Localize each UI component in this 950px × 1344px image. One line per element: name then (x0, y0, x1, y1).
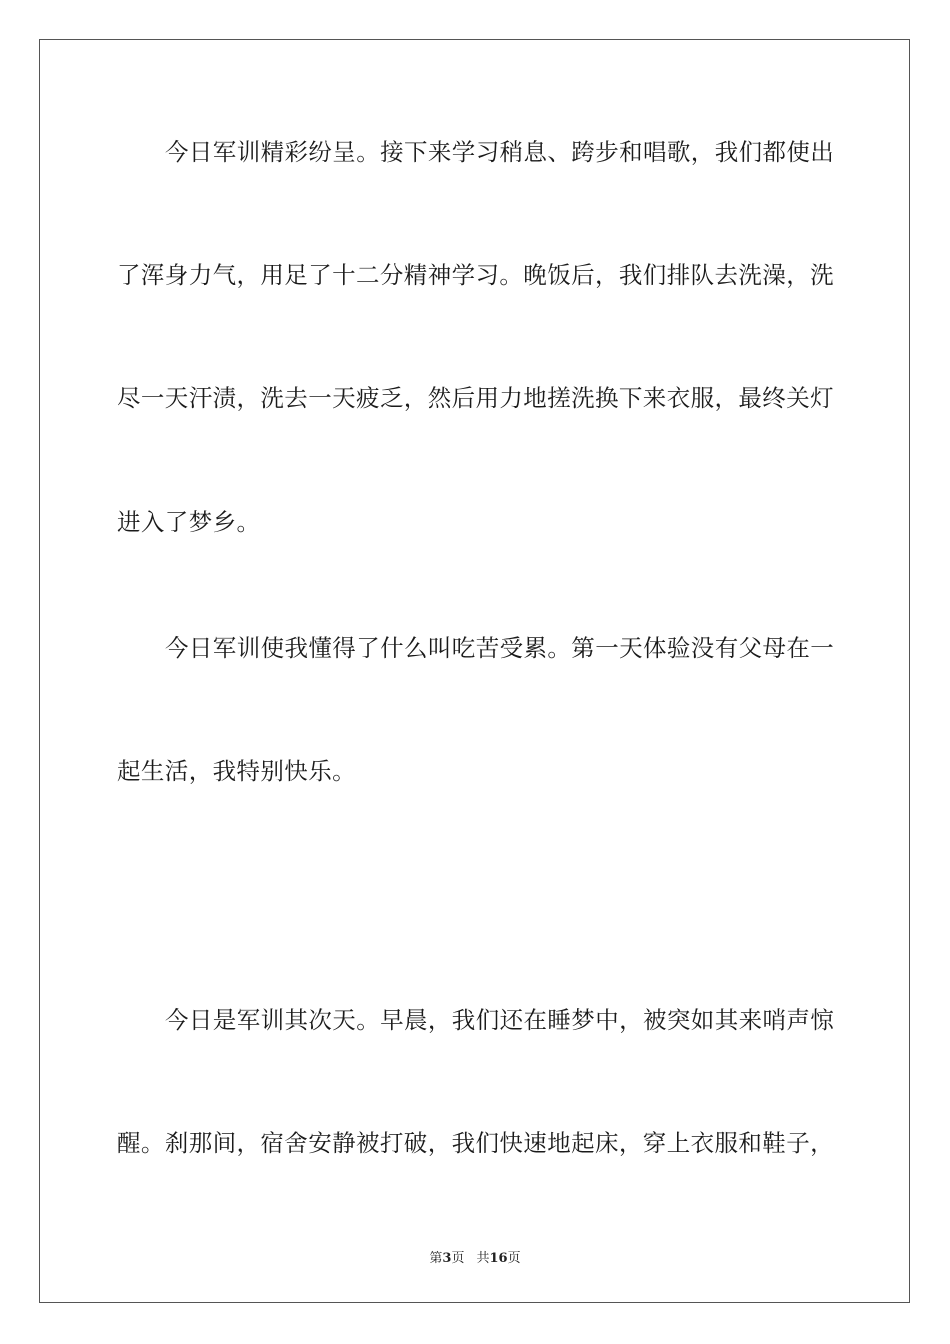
page-footer (0, 1247, 950, 1266)
total-label-suffix: 页 (507, 1251, 521, 1266)
text-line-6: 起生活，我特别快乐。 (117, 757, 356, 785)
text-line-5: 今日军训使我懂得了什么叫吃苦受累。第一天体验没有父母在一 (165, 634, 835, 662)
text-line-8: 醒。刹那间，宿舍安静被打破，我们快速地起床，穿上衣服和鞋子， (117, 1129, 834, 1157)
page-label-suffix: 页 (451, 1251, 465, 1266)
text-line-3: 尽一天汗渍，洗去一天疲乏，然后用力地搓洗换下来衣服，最终关灯 (117, 384, 834, 412)
text-line-4: 进入了梦乡。 (117, 508, 261, 536)
page-border (39, 39, 910, 1303)
total-label-prefix: 共 (476, 1251, 490, 1266)
total-pages: 16 (489, 1251, 508, 1266)
text-line-2: 了浑身力气，用足了十二分精神学习。晚饭后，我们排队去洗澡，洗 (117, 261, 834, 289)
page-number: 3 (442, 1251, 452, 1266)
text-line-1: 今日军训精彩纷呈。接下来学习稍息、跨步和唱歌，我们都使出 (165, 138, 835, 166)
page-label-prefix: 第 (429, 1251, 443, 1266)
text-line-7: 今日是军训其次天。早晨，我们还在睡梦中，被突如其来哨声惊 (165, 1006, 835, 1034)
